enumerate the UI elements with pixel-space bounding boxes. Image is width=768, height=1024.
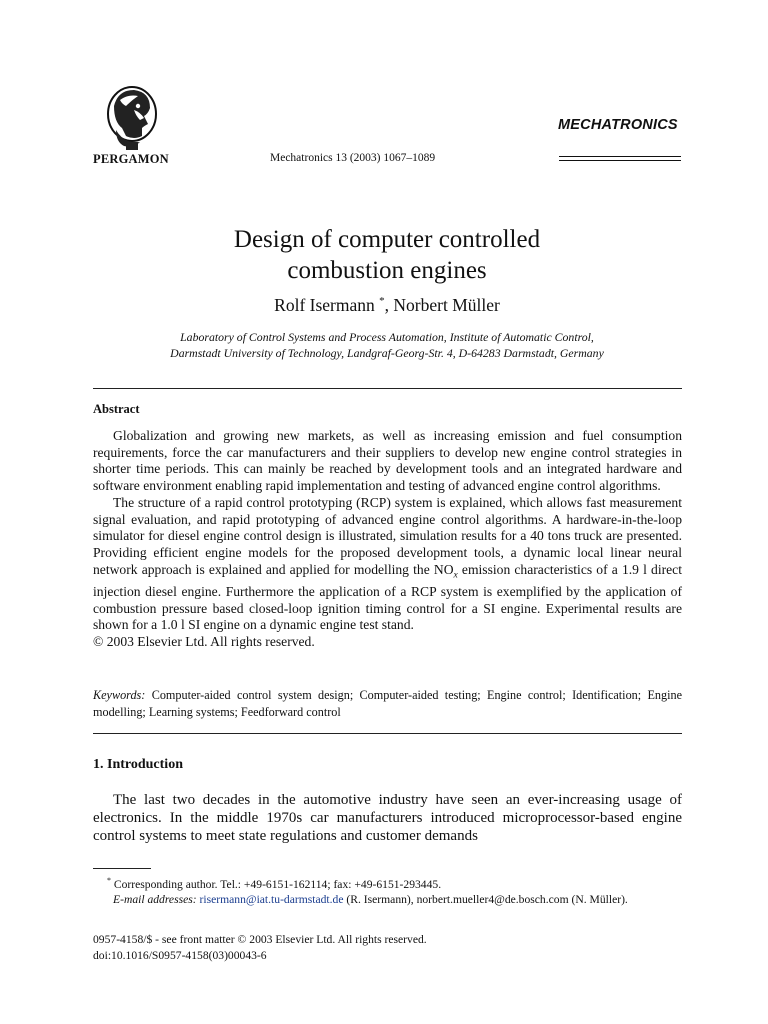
footer-info [93, 932, 427, 963]
pergamon-athena-icon [104, 84, 160, 152]
brand-rule [559, 156, 681, 157]
author-name: Rolf Isermann [274, 295, 375, 315]
email-link[interactable]: risermann@iat.tu-darmstadt.de [199, 893, 344, 907]
affiliation [93, 330, 681, 361]
author-separator: , [384, 295, 394, 315]
abstract-text: emission characteristics of a 1.9 l direct injection diesel engine. Furthermore the application of a RCP system is exemplified by the application of combustion pressure based closed-loop ignition timing control for a SI engine. Experimental results are shown for a 1.0 l SI engine on a dynamic engine test stand. [93, 561, 682, 633]
abstract-text: The structure of a rapid control prototyping (RCP) system is explained, which allows fast measurement signal evaluation, and rapid prototyping of advanced engine control algorithms. A hardware-in-the-loop simulator for diesel engine control design is illustrated, simulation results for a 40 tons truck are presented. Providing efficient engine models for the proposed development tools, a dynamic local linear neural network approach is explained and applied for modelling the NO [93, 494, 682, 577]
section-rule [93, 388, 682, 389]
keywords-text: Computer-aided control system design; Computer-aided testing; Engine control; Identification; Engine modelling; Learning systems; Feedforward control [93, 688, 682, 719]
doi-line[interactable]: doi:10.1016/S0957-4158(03)00043-6 [93, 948, 267, 962]
introduction-body [93, 792, 682, 845]
abstract-heading: Abstract [93, 402, 140, 416]
abstract-paragraph: Globalization and growing new markets, as well as increasing emission and fuel consumption requirements, force the car manufacturers and their suppliers to develop new engine control strategies in shorter time periods. This can mainly be reached by development tools and an integrated hardware and software environment enabling rapid implementation and testing of advanced engine control algorithms. [93, 428, 682, 494]
brand-rule [559, 160, 681, 161]
section-rule [93, 733, 682, 734]
issn-line: 0957-4158/$ - see front matter © 2003 Elsevier Ltd. All rights reserved. [93, 933, 427, 946]
footnote [93, 873, 682, 908]
footnote-text: Corresponding author. Tel.: +49-6151-162114; fax: +49-6151-293445. [111, 877, 442, 891]
footnote-mark: * [107, 876, 111, 885]
email-label: E-mail addresses: [113, 893, 197, 907]
abstract-body [93, 428, 682, 651]
author-list [93, 295, 681, 316]
title-line: Design of computer controlled [233, 226, 541, 253]
keywords-label: Keywords: [93, 688, 146, 702]
publisher-name: PERGAMON [93, 152, 169, 166]
journal-citation: Mechatronics 13 (2003) 1067–1089 [270, 152, 436, 164]
footnote-corresponding [93, 873, 682, 892]
subscript-x: x [453, 570, 458, 581]
title-line: combustion engines [287, 257, 487, 284]
section-heading: 1. Introduction [93, 757, 183, 772]
footnote-rule [93, 868, 151, 869]
article-title [93, 224, 681, 286]
publisher-logo [104, 84, 160, 152]
journal-brand: MECHATRONICS [558, 117, 678, 133]
affiliation-line: Laboratory of Control Systems and Process Automation, Institute of Automatic Control, [180, 330, 594, 344]
affiliation-line: Darmstadt University of Technology, Landgraf-Georg-Str. 4, D-64283 Darmstadt, Germany [170, 345, 604, 360]
abstract-paragraph [93, 495, 682, 634]
copyright-line: © 2003 Elsevier Ltd. All rights reserved. [93, 634, 315, 650]
footnote-emails [93, 892, 682, 908]
intro-paragraph: The last two decades in the automotive industry have seen an ever-increasing usage of electronics. In the middle 1970s car manufacturers introduced microprocessor-based engine control systems to meet state regulations and customer demands [93, 792, 682, 844]
keywords [93, 687, 682, 720]
author-name: Norbert Müller [393, 295, 500, 315]
email-owner: (R. Isermann), norbert.mueller4@de.bosch.com (N. Müller). [343, 893, 628, 907]
corresponding-mark: * [379, 295, 385, 308]
